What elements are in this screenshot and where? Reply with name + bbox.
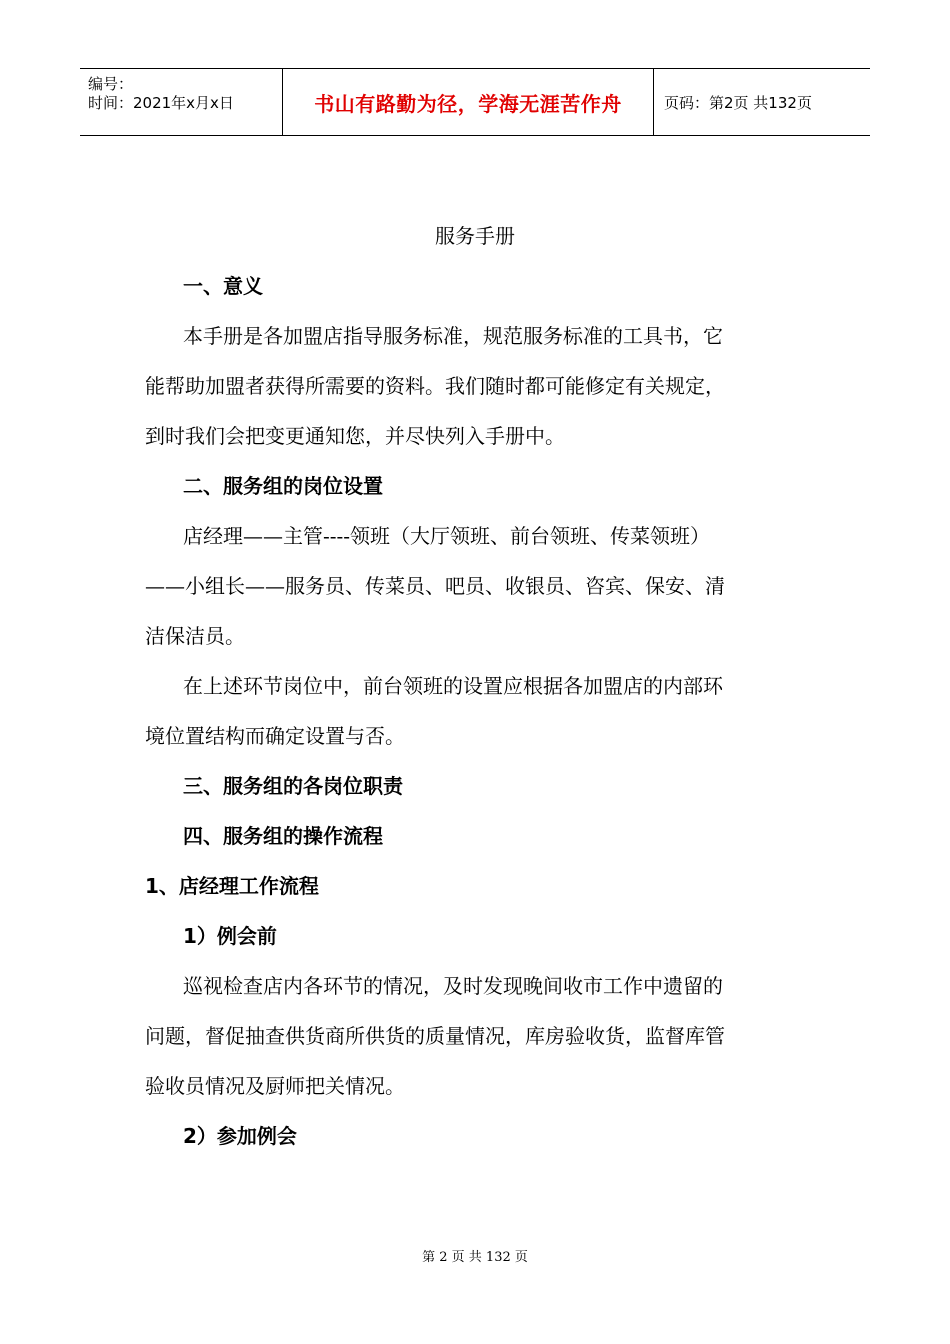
date-line: 时间：2021年x月x日 xyxy=(88,94,234,112)
document-title: 服务手册 xyxy=(435,224,515,248)
subsection-heading-attend-meeting: 2）参加例会 xyxy=(183,1124,297,1148)
subsection-heading-before-meeting: 1）例会前 xyxy=(183,924,277,948)
paragraph-line: 境位置结构而确定设置与否。 xyxy=(145,724,405,748)
header-motto: 书山有路勤为径，学海无涯苦作舟 xyxy=(282,69,654,135)
header-meta xyxy=(80,69,282,135)
subsection-heading-manager: 1、店经理工作流程 xyxy=(145,874,319,898)
section-heading-procedure: 四、服务组的操作流程 xyxy=(183,824,383,848)
paragraph-line: 问题，督促抽查供货商所供货的质量情况，库房验收货，监督库管 xyxy=(145,1024,725,1048)
section-heading-duties: 三、服务组的各岗位职责 xyxy=(183,774,403,798)
section-heading-meaning: 一、意义 xyxy=(183,274,263,298)
paragraph-line: 店经理——主管----领班（大厅领班、前台领班、传菜领班） xyxy=(183,524,711,548)
paragraph-line: 巡视检查店内各环节的情况，及时发现晚间收市工作中遗留的 xyxy=(183,974,723,998)
page-header xyxy=(80,68,870,136)
paragraph-line: 能帮助加盟者获得所需要的资料。我们随时都可能修定有关规定， xyxy=(145,374,725,398)
number-label: 编号： xyxy=(88,75,134,93)
paragraph-line: ——小组长——服务员、传菜员、吧员、收银员、咨宾、保安、清 xyxy=(145,574,725,598)
paragraph-line: 洁保洁员。 xyxy=(145,624,245,648)
paragraph-line: 验收员情况及厨师把关情况。 xyxy=(145,1074,405,1098)
header-page-info: 页码：第2页 共132页 xyxy=(664,93,812,112)
paragraph-line: 到时我们会把变更通知您，并尽快列入手册中。 xyxy=(145,424,565,448)
paragraph-line: 在上述环节岗位中，前台领班的设置应根据各加盟店的内部环 xyxy=(183,674,723,698)
section-heading-positions: 二、服务组的岗位设置 xyxy=(183,474,383,498)
paragraph-line: 本手册是各加盟店指导服务标准，规范服务标准的工具书，它 xyxy=(183,324,723,348)
page-footer: 第 2 页 共 132 页 xyxy=(422,1250,528,1265)
